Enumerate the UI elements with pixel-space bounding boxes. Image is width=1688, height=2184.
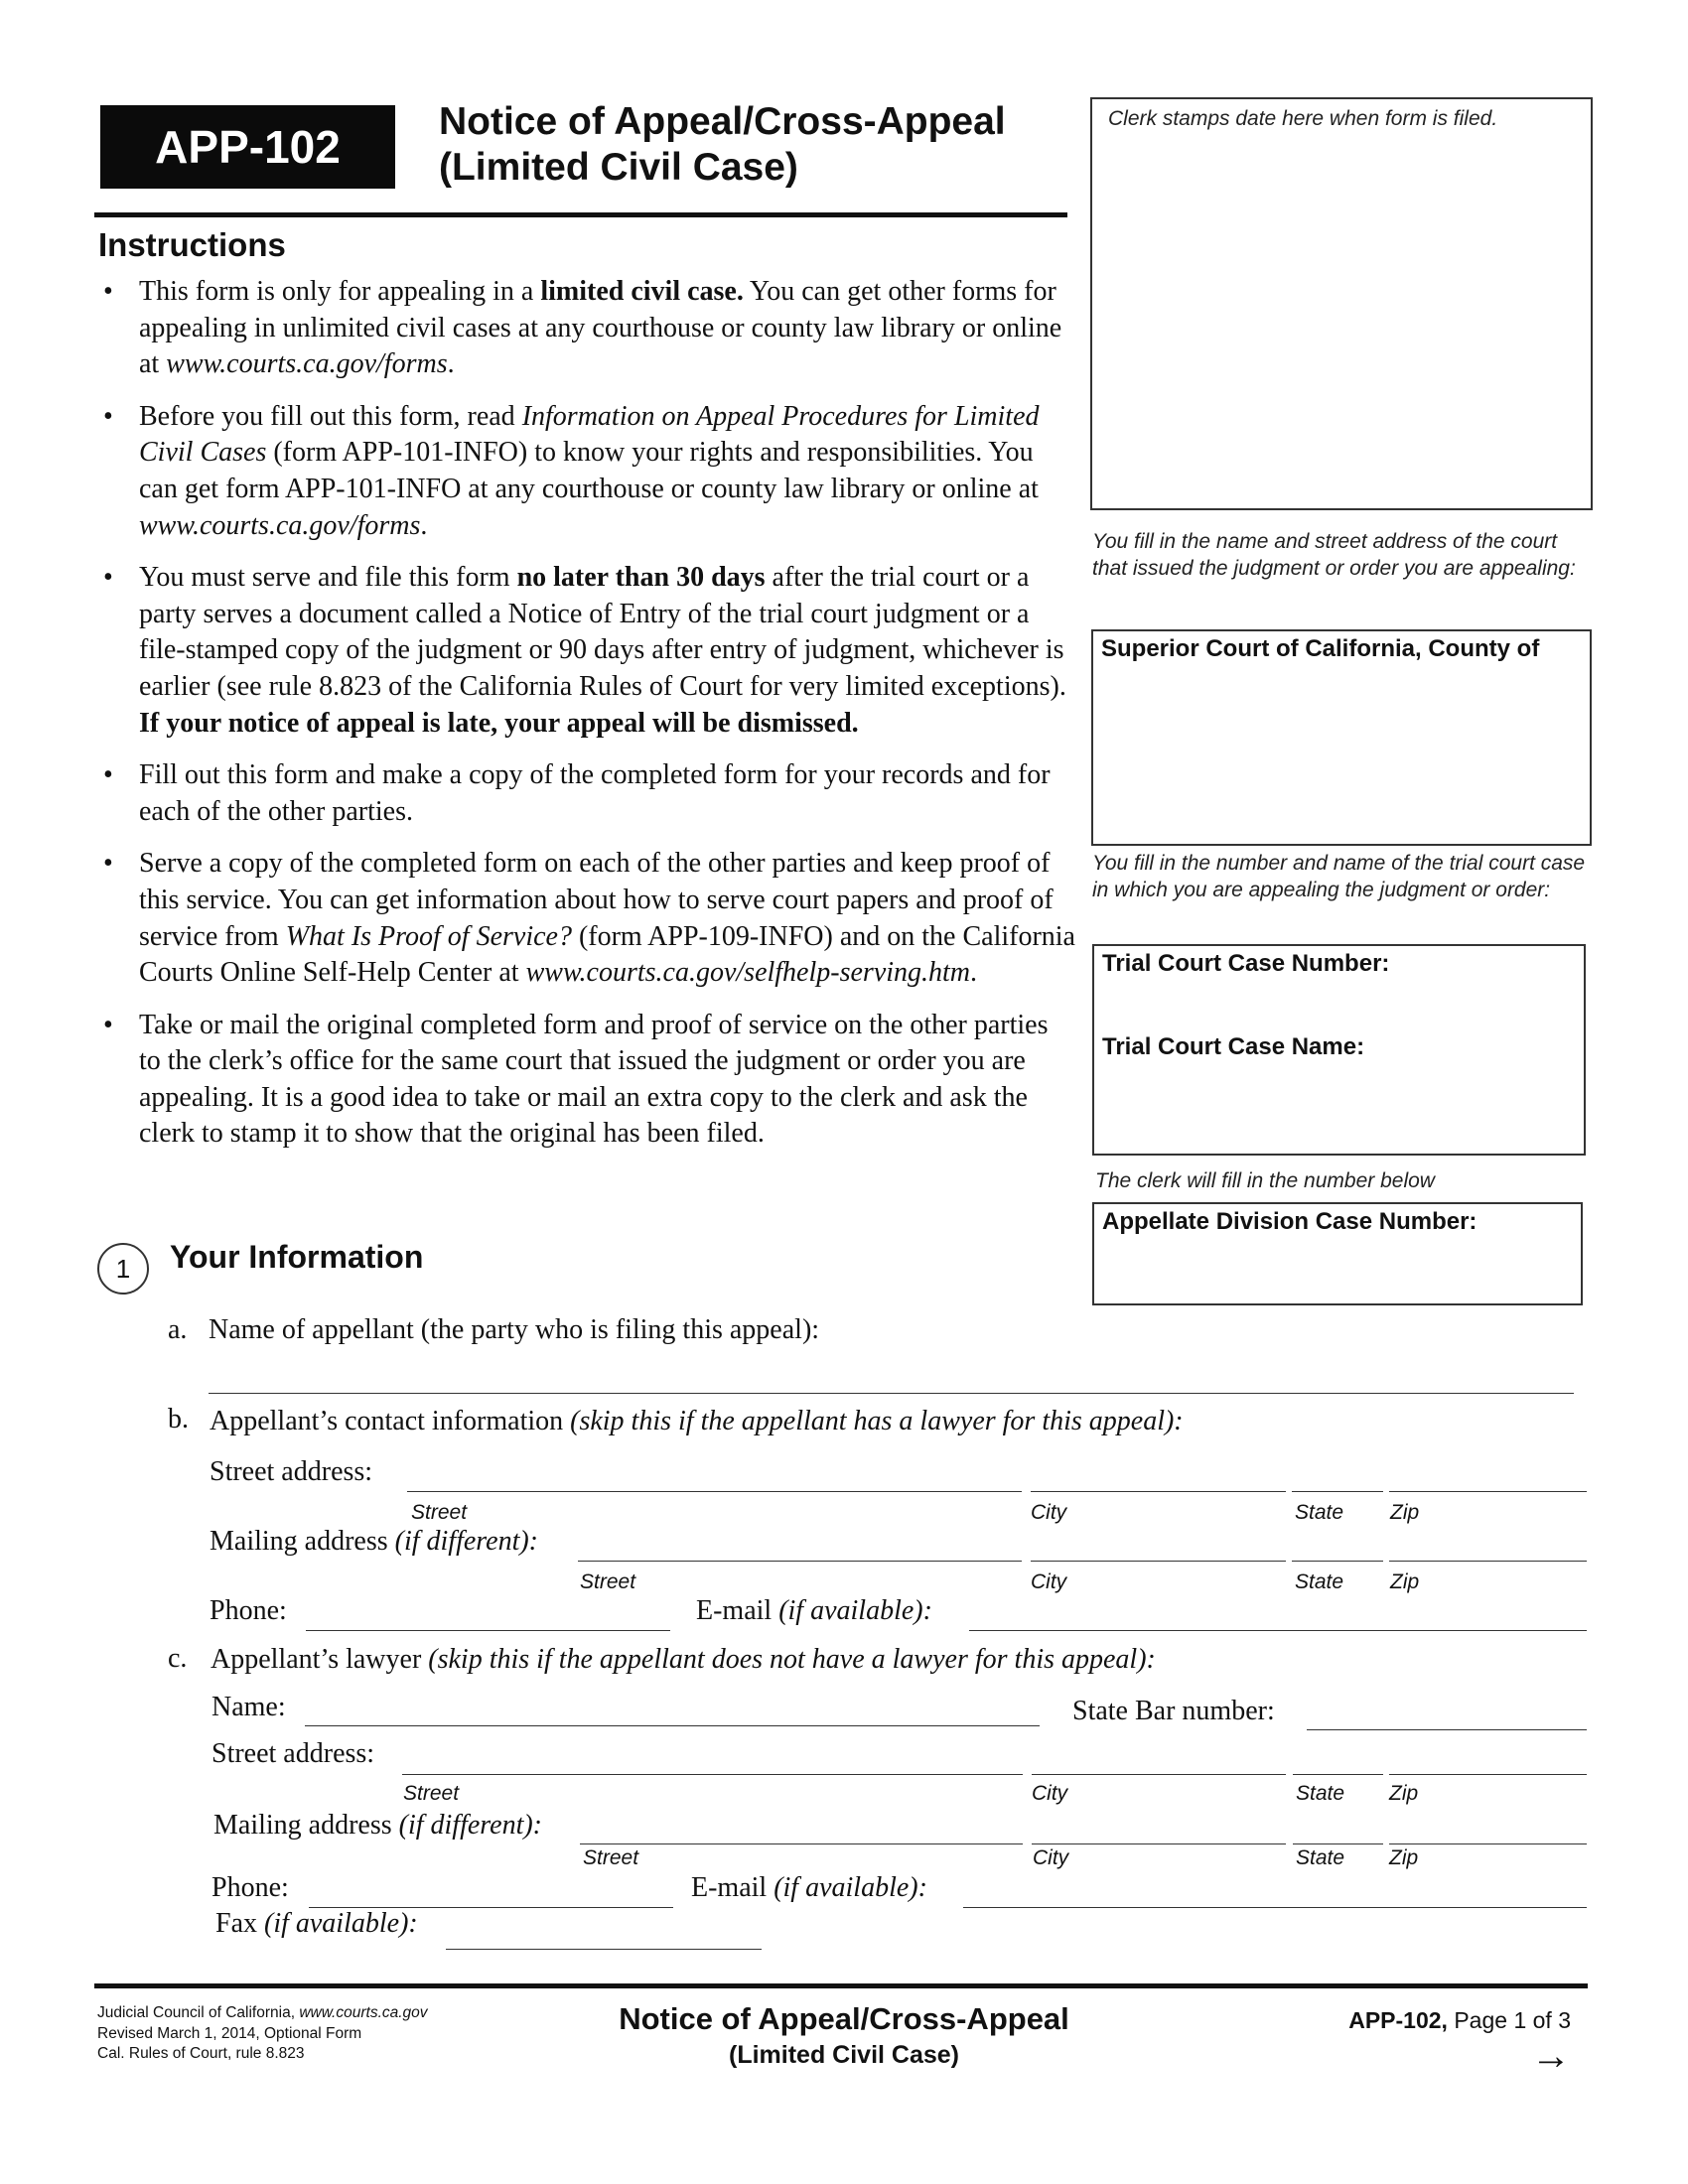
case-hint: You fill in the number and name of the trial court case in which you are appealing the judgment or order: [1092, 852, 1586, 901]
footer-rule: Cal. Rules of Court, rule 8.823 [97, 2045, 305, 2062]
instruction-text: (form APP-101-INFO) to know your rights and responsibilities. You can get form APP-101-INFO at any courthouse or county law library or online at [139, 437, 1039, 504]
clerk-stamp-label: Clerk stamps date here when form is filed. [1108, 107, 1498, 130]
next-page-arrow-icon[interactable]: → [1531, 2034, 1571, 2078]
sub-street: Street [411, 1501, 468, 1524]
instruction-text: . [970, 957, 978, 989]
sub-zip: Zip [1389, 1782, 1419, 1805]
c-zip-field[interactable] [1389, 1774, 1587, 1775]
instruction-text: . [420, 509, 428, 541]
instruction-bullet [103, 757, 1076, 830]
footer-title-line1: Notice of Appeal/Cross-Appeal [619, 2001, 1069, 2036]
instruction-text: www.courts.ca.gov/selfhelp-serving.htm [525, 957, 971, 989]
c-mailing-label [213, 1810, 542, 1842]
case-name-field[interactable]: Trial Court Case Name: [1102, 1033, 1365, 1060]
instruction-bullet [103, 846, 1076, 991]
if-available: (if available): [778, 1595, 932, 1626]
item-b-label [210, 1406, 1184, 1437]
c-name-label: Name: [211, 1692, 286, 1722]
instruction-text: Take or mail the original completed form and proof of service on the other parties to the clerk’s office for the same court that issued the judgment or order you are appealing. It is a good idea to take or mail an extra copy to the clerk and ask the clerk to stamp it to show that the original has been filed. [139, 1009, 1049, 1150]
clerk-stamp-box [1090, 97, 1593, 510]
b-state-field[interactable] [1292, 1491, 1383, 1492]
c-street-label: Street address: [211, 1738, 375, 1769]
instruction-text: Information on Appeal Procedures for Limited Civil Cases [139, 400, 1040, 469]
instruction-text: . [447, 348, 455, 380]
instruction-text: Fill out this form and make a copy of the completed form for your records and for each of the other parties. [139, 759, 1051, 827]
fax-text: Fax [215, 1908, 264, 1939]
sub-city: City [1031, 1570, 1067, 1593]
appellate-case-number-box [1092, 1202, 1583, 1305]
sub-city: City [1032, 1782, 1068, 1805]
email-text: E-mail [696, 1595, 779, 1626]
sub-zip: Zip [1389, 1846, 1419, 1869]
section-number-circle: 1 [97, 1243, 149, 1295]
instruction-text: www.courts.ca.gov/forms [139, 509, 421, 541]
footer-url[interactable]: www.courts.ca.gov [299, 2004, 428, 2021]
sub-city: City [1033, 1846, 1069, 1869]
if-available: (if available): [264, 1908, 418, 1939]
item-b-letter: b. [168, 1404, 189, 1434]
footer-title-line2: (Limited Civil Case) [729, 2041, 959, 2069]
item-c-label [211, 1644, 1156, 1676]
item-a-letter: a. [168, 1314, 188, 1345]
item-c-note: (skip this if the appellant does not have a lawyer for this appeal): [428, 1644, 1156, 1675]
b-zip-field[interactable] [1389, 1491, 1587, 1492]
item-b-text: Appellant’s contact information [210, 1406, 571, 1436]
c-mail-zip-field[interactable] [1389, 1843, 1587, 1844]
c-mail-street-field[interactable] [580, 1843, 1023, 1844]
footer-left [97, 2003, 428, 2065]
item-a-label: Name of appellant (the party who is filing this appeal): [209, 1314, 820, 1345]
clerk-hint: The clerk will fill in the number below [1095, 1169, 1435, 1192]
c-state-field[interactable] [1293, 1774, 1383, 1775]
footer-publisher: Judicial Council of California, [97, 2004, 300, 2021]
footer-form-number: APP-102, [1348, 2007, 1448, 2033]
sub-state: State [1296, 1782, 1345, 1805]
b-phone-label: Phone: [210, 1595, 287, 1626]
instruction-text: This form is only for appealing in a [139, 276, 541, 307]
footer-page-number: Page 1 of 3 [1447, 2007, 1571, 2033]
b-mail-zip-field[interactable] [1389, 1561, 1587, 1562]
footer-revised: Revised March 1, 2014, Optional Form [97, 2024, 362, 2042]
footer-page-info [1291, 2007, 1571, 2076]
court-hint: You fill in the name and street address of the court that issued the judgment or order you are appealing: [1092, 530, 1576, 580]
instruction-text: www.courts.ca.gov/forms [166, 348, 448, 380]
sub-state: State [1295, 1570, 1344, 1593]
b-email-label [696, 1595, 932, 1627]
c-email-label [691, 1872, 927, 1904]
c-city-field[interactable] [1032, 1774, 1286, 1775]
mailing-text: Mailing address [213, 1810, 399, 1841]
b-street-label: Street address: [210, 1456, 373, 1487]
if-different: (if different): [394, 1526, 539, 1557]
c-email-field[interactable] [963, 1907, 1587, 1908]
header-divider [94, 212, 1067, 217]
if-different: (if different): [398, 1810, 543, 1841]
b-mailing-label [210, 1526, 538, 1558]
b-email-field[interactable] [969, 1630, 1587, 1631]
form-number-badge: APP-102 [100, 105, 395, 189]
b-mail-street-field[interactable] [578, 1561, 1022, 1562]
instruction-bullet [103, 399, 1076, 544]
sub-state: State [1295, 1501, 1344, 1524]
item-c-text: Appellant’s lawyer [211, 1644, 429, 1675]
if-available: (if available): [774, 1872, 927, 1903]
instruction-text: (form APP-109-INFO) and on the California Courts Online Self-Help Center at [139, 920, 1075, 989]
footer-title [556, 2001, 1132, 2070]
sub-city: City [1031, 1501, 1067, 1524]
c-mail-city-field[interactable] [1032, 1843, 1286, 1844]
instruction-bullet [103, 560, 1076, 742]
instruction-text: What Is Proof of Service? [285, 920, 572, 952]
b-city-field[interactable] [1031, 1491, 1286, 1492]
instruction-bullet [103, 274, 1076, 383]
case-number-field[interactable]: Trial Court Case Number: [1102, 950, 1390, 977]
sub-zip: Zip [1390, 1570, 1420, 1593]
c-street-field[interactable] [402, 1774, 1023, 1775]
email-text: E-mail [691, 1872, 774, 1903]
sub-zip: Zip [1390, 1501, 1420, 1524]
instruction-text: Serve a copy of the completed form on each of the other parties and keep proof of this service. You can get information about how to serve court papers and proof of service from [139, 848, 1054, 952]
instruction-text: limited civil case. [540, 276, 744, 307]
sub-street: Street [580, 1570, 636, 1593]
instruction-text: after the trial court or a party serves a document called a Notice of Entry of the trial court judgment or a file-stamped copy of the judgment or 90 days after entry of judgment, whichever is earlier (see rule 8.823 of the California Rules of Court for very limited exceptions). [139, 562, 1066, 702]
trial-case-box [1092, 944, 1586, 1156]
section-title: Your Information [170, 1239, 424, 1275]
c-fax-field[interactable] [446, 1949, 762, 1950]
form-title-line2: (Limited Civil Case) [439, 146, 798, 189]
appellant-name-field[interactable] [209, 1393, 1574, 1394]
instructions-list [103, 274, 1076, 1168]
b-mail-city-field[interactable] [1031, 1561, 1286, 1562]
c-state-bar-label: State Bar number: [1072, 1696, 1275, 1726]
instruction-text: You can get other forms for appealing in unlimited civil cases at any courthouse or county law library or online at [139, 276, 1062, 380]
instruction-text: You must serve and file this form [139, 562, 517, 594]
sub-street: Street [403, 1782, 460, 1805]
instructions-heading: Instructions [98, 226, 286, 263]
mailing-text: Mailing address [210, 1526, 395, 1557]
c-mail-state-field[interactable] [1293, 1843, 1383, 1844]
item-c-letter: c. [168, 1643, 188, 1674]
c-name-field[interactable] [305, 1725, 1040, 1726]
instruction-text: Before you fill out this form, read [139, 400, 522, 432]
item-b-note: (skip this if the appellant has a lawyer for this appeal): [570, 1406, 1184, 1436]
b-street-field[interactable] [407, 1491, 1022, 1492]
court-name-field[interactable] [1091, 629, 1592, 846]
appellate-label: Appellate Division Case Number: [1102, 1208, 1477, 1235]
sub-state: State [1296, 1846, 1345, 1869]
c-phone-label: Phone: [211, 1872, 289, 1903]
instruction-text: no later than 30 days [516, 562, 766, 594]
footer-divider [94, 1983, 1588, 1988]
b-mail-state-field[interactable] [1292, 1561, 1383, 1562]
b-phone-field[interactable] [306, 1630, 670, 1631]
court-label: Superior Court of California, County of [1101, 635, 1540, 662]
c-fax-label [215, 1908, 418, 1940]
sub-street: Street [583, 1846, 639, 1869]
instruction-text: If your notice of appeal is late, your appeal will be dismissed. [139, 707, 859, 739]
form-title [439, 99, 1006, 191]
form-title-line1: Notice of Appeal/Cross-Appeal [439, 100, 1006, 143]
instruction-bullet [103, 1008, 1076, 1153]
c-state-bar-field[interactable] [1307, 1729, 1587, 1730]
